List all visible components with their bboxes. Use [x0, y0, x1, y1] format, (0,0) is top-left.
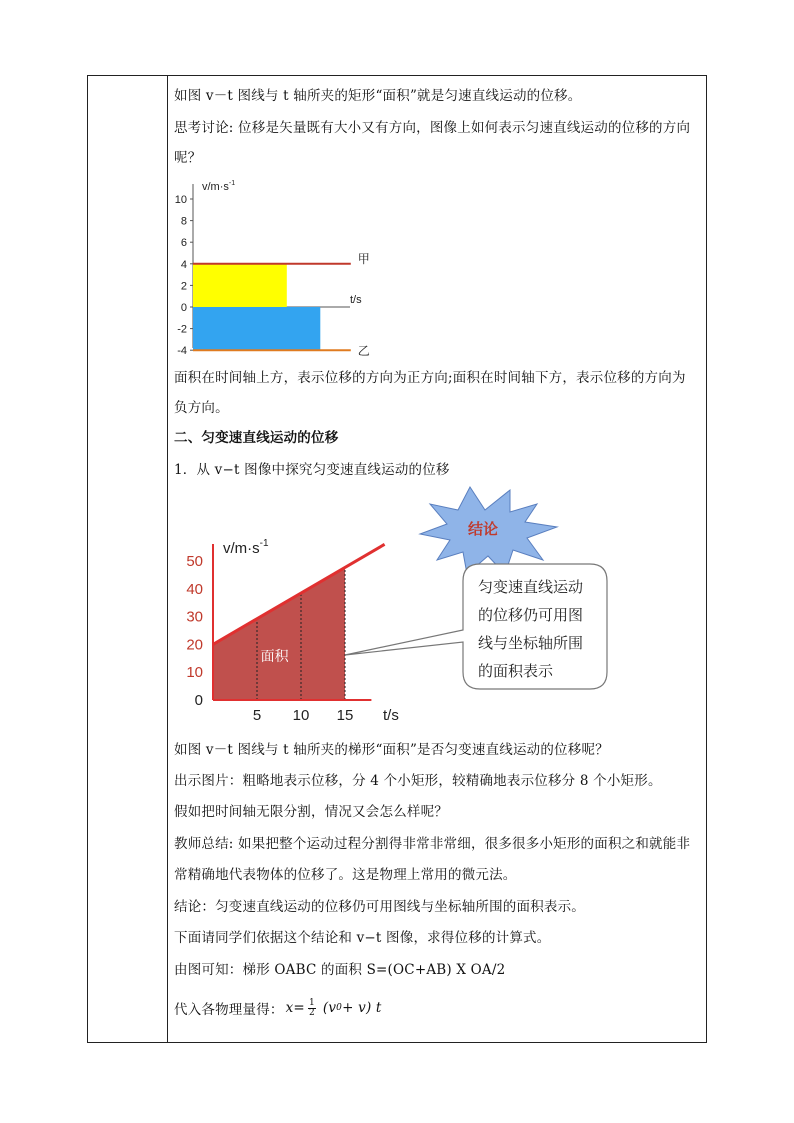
formula-lhs: x= [285, 1000, 305, 1016]
text-line: 如图 v－t 图线与 t 轴所夹的梯形“面积”是否匀变速直线运动的位移呢？ [174, 742, 609, 758]
text-line: 结论：匀变速直线运动的位移仍可用图线与坐标轴所围的面积表示。 [174, 899, 585, 915]
text-line: 思考讨论: 位移是矢量既有大小又有方向，图像上如何表示匀速直线运动的位移的方向 [174, 120, 691, 136]
y-tick-label: -4 [177, 345, 187, 358]
formula-line [174, 998, 382, 1018]
y-tick-label: 4 [180, 258, 187, 271]
y-axis-label: $v/m\cdot s^{-1}$ [202, 180, 236, 193]
y-tick-label: 30 [186, 608, 203, 626]
text-line: 呢？ [174, 150, 202, 166]
callout-line: 的面积表示 [478, 663, 554, 680]
accelerated-motion-vt-chart [175, 482, 620, 732]
area-label: 面积 [260, 648, 289, 665]
y-tick-label: 40 [186, 580, 203, 598]
y-axis-label: $v/m\cdot s^{-1}$ [223, 538, 269, 557]
conclusion-burst [420, 487, 557, 574]
text-line: 出示图片：粗略地表示位移，分 4 个小矩形，较精确地表示位移分 8 个小矩形。 [174, 773, 662, 789]
section-heading: 二、匀变速直线运动的位移 [174, 430, 339, 446]
series-label: 乙 [357, 344, 370, 359]
callout-line: 线与坐标轴所围 [478, 635, 584, 652]
y-tick-label: 6 [180, 237, 187, 250]
y-tick-label: 10 [186, 664, 203, 682]
x-axis-label: t/s [350, 294, 362, 306]
text-line: 1．从 v−t 图像中探究匀变速直线运动的位移 [174, 462, 450, 478]
formula-prefix: 代入各物理量得： [174, 1002, 284, 1018]
text-line: 如图 v－t 图线与 t 轴所夹的矩形“面积”就是匀速直线运动的位移。 [174, 88, 582, 104]
x-tick-label: 5 [252, 707, 262, 724]
x-tick-label: 15 [336, 707, 354, 724]
callout-line: 的位移仍可用图 [478, 607, 584, 624]
uniform-motion-vt-chart [170, 170, 400, 360]
y-tick-label: -2 [177, 323, 187, 336]
column-divider [167, 75, 168, 1043]
fraction-denominator: 2 [308, 1007, 315, 1018]
formula-term: (v [322, 1000, 337, 1016]
y-tick-label: 8 [180, 215, 187, 228]
callout [345, 564, 607, 689]
text-line: 常精确地代表物体的位移了。这是物理上常用的微元法。 [174, 867, 517, 883]
formula-rest: + v) t [342, 1000, 382, 1016]
text-line: 由图可知：梯形 OABC 的面积 S=(OC+AB) X OA/2 [174, 962, 506, 978]
y-tick-label: 0 [194, 692, 203, 709]
formula-subscript: 0 [336, 1003, 343, 1013]
fraction-numerator: 1 [308, 997, 315, 1008]
text-line: 教师总结: 如果把整个运动过程分割得非常非常细，很多很多小矩形的面积之和就能非 [174, 836, 691, 852]
x-axis-label: t/s [383, 707, 399, 724]
formula-fraction [308, 999, 316, 1018]
y-tick-label: 2 [180, 280, 187, 293]
text-line: 假如把时间轴无限分割，情况又会怎么样呢？ [174, 804, 448, 820]
text-line: 负方向。 [174, 400, 229, 416]
series-area [193, 307, 320, 350]
series-label: 甲 [357, 251, 370, 266]
y-tick-label: 0 [180, 302, 187, 314]
conclusion-burst-label: 结论 [468, 521, 499, 538]
callout-line: 匀变速直线运动 [478, 579, 584, 596]
text-line: 面积在时间轴上方，表示位移的方向为正方向;面积在时间轴下方，表示位移的方向为 [174, 370, 686, 386]
x-tick-label: 10 [292, 707, 310, 724]
text-line: 下面请同学们依据这个结论和 v−t 图像，求得位移的计算式。 [174, 930, 551, 946]
series-area [193, 264, 287, 307]
y-tick-label: 20 [186, 636, 203, 654]
y-tick-label: 10 [174, 194, 187, 206]
y-tick-label: 50 [186, 553, 203, 570]
